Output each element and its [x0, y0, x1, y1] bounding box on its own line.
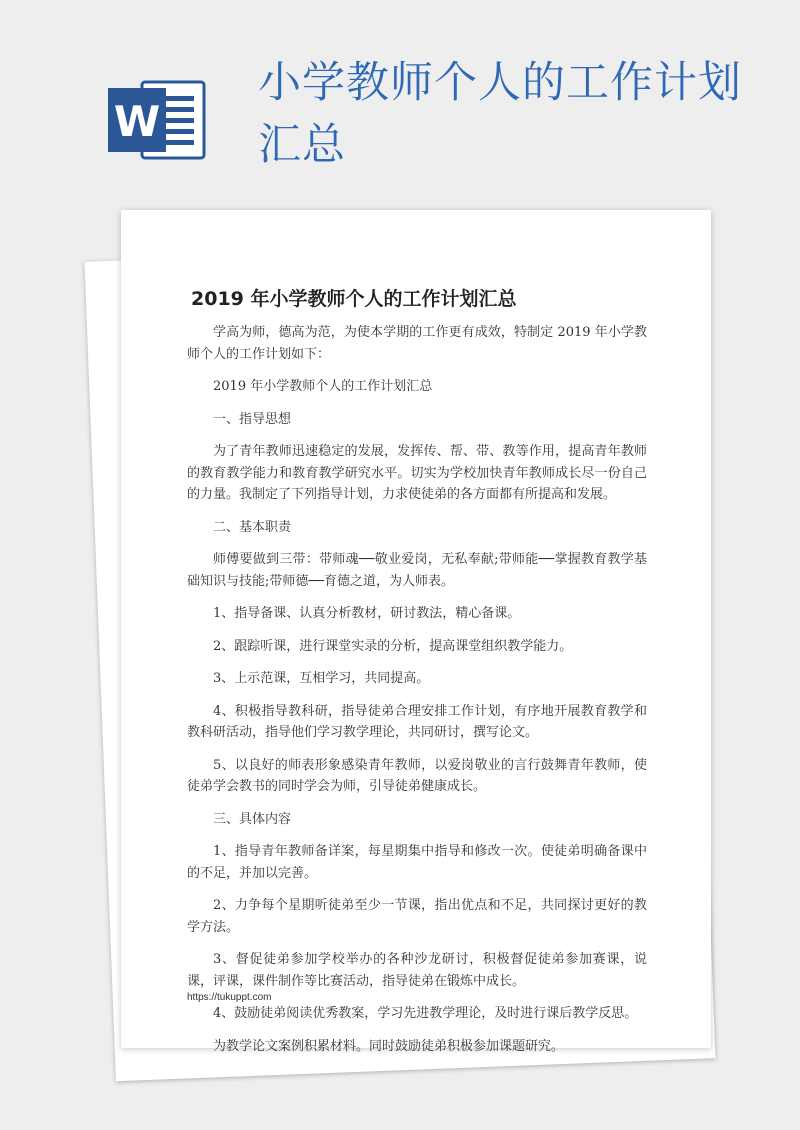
word-icon-letter: W: [113, 97, 161, 146]
document-body: [187, 322, 647, 1068]
paragraph-subtitle: 2019 年小学教师个人的工作计划汇总: [213, 379, 433, 394]
duty-item-3: 3、上示范课，互相学习，共同提高。: [213, 671, 430, 686]
content-item-3: 3、督促徒弟参加学校举办的各种沙龙研讨，积极督促徒弟参加赛课，说课，评课，课件制作等比赛活动，指导徒弟在锻炼中成长。: [187, 952, 647, 989]
paragraph-closing: 为教学论文案例积累材料。同时鼓励徒弟积极参加课题研究。: [213, 1038, 565, 1054]
duty-item-4: 4、积极指导教科研，指导徒弟合理安排工作计划，有序地开展教育教学和教科研活动，指导他们学习教学理论，共同研讨，撰写论文。: [187, 703, 647, 740]
footer-url: https://tukuppt.com: [187, 992, 272, 1003]
paragraph-intro: 学高为师，德高为范，为使本学期的工作更有成效，特制定 2019 年小学教师个人的工作计划如下：: [187, 325, 647, 362]
duty-item-2: 2、跟踪听课，进行课堂实录的分析，提高课堂组织教学能力。: [213, 638, 573, 654]
content-item-1: 1、指导青年教师备详案，每星期集中指导和修改一次。使徒弟明确备课中的不足，并加以完善。: [187, 844, 647, 881]
document-page: [121, 210, 711, 1054]
section-heading-content: 三、具体内容: [213, 811, 292, 827]
duty-item-1: 1、指导备课、认真分析教材，研讨教法，精心备课。: [213, 606, 521, 621]
duty-item-5: 5、以良好的师表形象感染青年教师，以爱岗敬业的言行鼓舞青年教师，使徒弟学会教书的同时学会为师，引导徒弟健康成长。: [187, 757, 647, 794]
section-heading-guiding: 一、指导思想: [213, 411, 292, 427]
content-item-2: 2、力争每个星期听徒弟至少一节课，指出优点和不足，共同探讨更好的教学方法。: [187, 898, 647, 935]
document-title: 2019 年小学教师个人的工作计划汇总: [191, 288, 517, 310]
paragraph-guiding: 为了青年教师迅速稳定的发展，发挥传、帮、带、教等作用，提高青年教师的教育教学能力和教育教学研究水平。切实为学校加快青年教师成长尽一份自己的力量。我制定了下列指导计划，力求使徒弟的各方面都有所提高和发展。: [187, 444, 647, 502]
section-heading-duties: 二、基本职责: [213, 519, 292, 535]
page-title: 小学教师个人的工作计划汇总: [258, 58, 742, 170]
content-item-4: 4、鼓励徒弟阅读优秀教案，学习先进教学理论，及时进行课后教学反思。: [213, 1006, 638, 1021]
word-document-icon: [104, 72, 216, 168]
paragraph-duties-intro: 师傅要做到三带：带师魂──敬业爱岗，无私奉献;带师能──掌握教育教学基础知识与技能;带师德──育德之道，为人师表。: [187, 552, 647, 589]
